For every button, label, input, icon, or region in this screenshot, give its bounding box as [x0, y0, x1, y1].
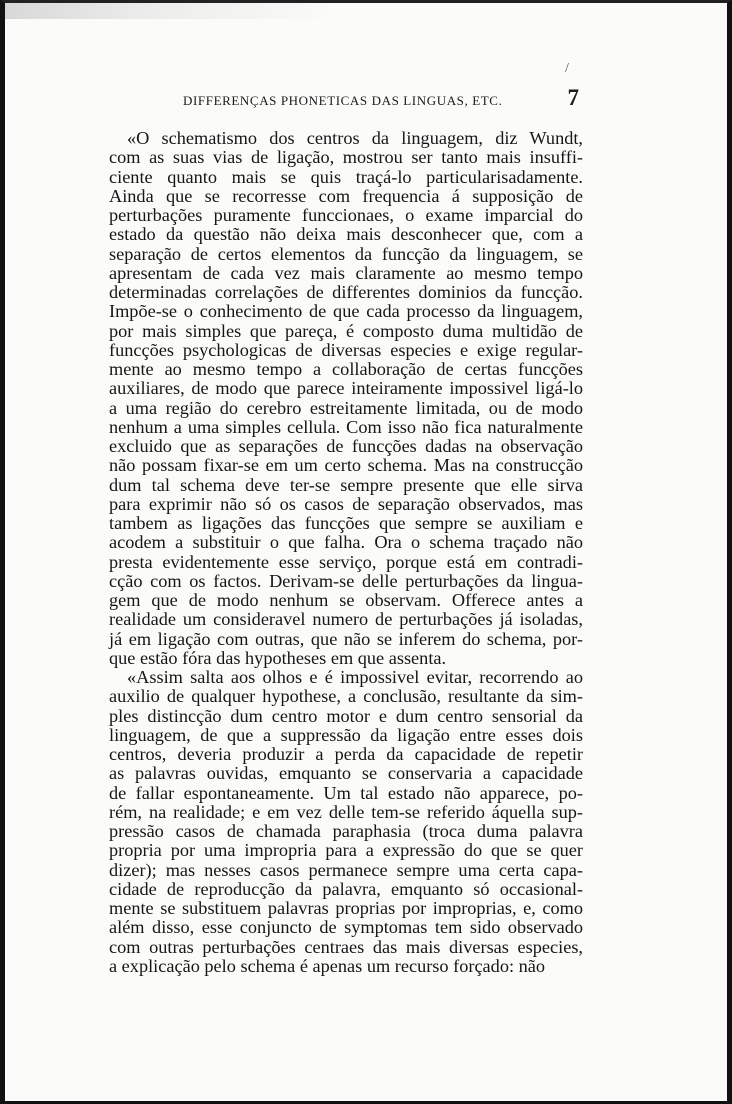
text-line: a explicação pelo schema é apenas um recurso forçado: não — [109, 955, 546, 976]
text-line: mente ao mesmo tempo a collaboração de certas funcções — [109, 359, 583, 379]
text-line: auxilio de qualquer hypothese, a conclusão, resultante da sim- — [109, 686, 583, 707]
text-line: gem que de modo nenhum se observam. Offerece antes a — [109, 590, 583, 610]
text-line: determinadas correlações de differentes dominios da funcção. — [109, 282, 583, 302]
text-line: com as suas vias de ligação, mostrou ser tanto mais insuffi- — [109, 147, 583, 168]
text-line: já em ligação com outras, que não se inferem do schema, por- — [109, 628, 583, 649]
text-line: centros, deveria produzir a perda da capacidade de repetir — [109, 744, 583, 764]
text-line: excluido que as separações de funcções dadas na observação — [109, 436, 583, 456]
text-line: nenhum a uma simples cellula. Com isso não fica naturalmente — [109, 416, 583, 437]
text-line: apresentam de cada vez mais claramente ao mesmo tempo — [109, 262, 583, 283]
text-line: além disso, esse conjuncto de symptomas tem sido observado — [109, 917, 583, 938]
text-line: não possam fixar-se em um certo schema. Mas na construcção — [109, 455, 583, 476]
page-number: 7 — [567, 85, 579, 110]
text-line: rém, na realidade; e em vez delle tem-se referido áquella sup- — [109, 801, 583, 822]
stray-mark: / — [565, 61, 569, 76]
text-line: realidade um consideravel numero de perturbações já isoladas, — [109, 609, 583, 630]
text-line: Impõe-se o conhecimento de que cada processo da linguagem, — [109, 301, 583, 322]
text-line: ciente quanto mais se quis traçá-lo particularisadamente. — [109, 166, 583, 187]
text-line: estado da questão não deixa mais desconhecer que, com a — [109, 224, 583, 245]
text-line: mente se substituem palavras proprias por improprias, e, como — [109, 898, 583, 918]
text-line: acodem a substituir o que falha. Ora o schema traçado não — [109, 532, 583, 553]
text-line: dum tal schema deve ter-se sempre presente que elle sirva — [109, 474, 583, 495]
text-line: tambem as ligações das funcções que sempre se auxiliam e — [109, 513, 583, 533]
scan-smudge — [5, 3, 335, 19]
text-line: de fallar espontaneamente. Um tal estado não apparece, po- — [109, 782, 583, 803]
text-line: ples distincção dum centro motor e dum centro sensorial da — [109, 705, 583, 726]
text-line: presta evidentemente esse serviço, porque está em contradi- — [109, 551, 583, 572]
text-line: dizer); mas nesses casos permanece sempre uma certa capa- — [109, 859, 583, 880]
text-line: separação de certos elementos da funcção da linguagem, se — [109, 243, 583, 264]
text-line: por mais simples que pareça, é composto duma multidão de — [109, 320, 583, 341]
text-line: as palavras ouvidas, emquanto se conservaria a capacidade — [109, 763, 583, 784]
paragraph — [109, 668, 583, 976]
text-line: com outras perturbações centraes das mais diversas especies, — [109, 936, 583, 957]
text-line: a uma região do cerebro estreitamente limitada, ou de modo — [109, 397, 583, 418]
text-line: cidade de reproducção da palavra, emquanto só occasional- — [109, 878, 583, 899]
text-line: «Assim salta aos olhos e é impossivel evitar, recorrendo ao — [127, 667, 583, 687]
text-line: pressão casos de chamada paraphasia (troca duma palavra — [109, 821, 583, 841]
body-text — [109, 129, 583, 976]
text-line: «O schematismo dos centros da linguagem, diz Wundt, — [127, 128, 583, 148]
text-line: para exprimir não só os casos de separação observados, mas — [109, 493, 583, 514]
text-line: cção com os factos. Derivam-se delle perturbações da lingua- — [109, 570, 583, 591]
text-line: que estão fóra das hypotheses em que assenta. — [109, 647, 447, 668]
running-head — [109, 85, 583, 115]
text-line: Ainda que se recorresse com frequencia á supposição de — [109, 185, 583, 206]
paragraph — [109, 129, 583, 668]
text-line: propria por uma impropria para a expressão do que se quer — [109, 840, 583, 861]
text-line: perturbações puramente funccionaes, o exame imparcial do — [109, 205, 583, 225]
text-line: linguagem, de que a suppressão da ligação entre esses dois — [109, 724, 583, 745]
running-title: DIFFERENÇAS PHONETICAS DAS LINGUAS, ETC. — [183, 93, 503, 108]
text-line: auxiliares, de modo que parece inteiramente impossivel ligá-lo — [109, 378, 583, 399]
text-line: funcções psychologicas de diversas especies e exige regular- — [109, 339, 583, 360]
